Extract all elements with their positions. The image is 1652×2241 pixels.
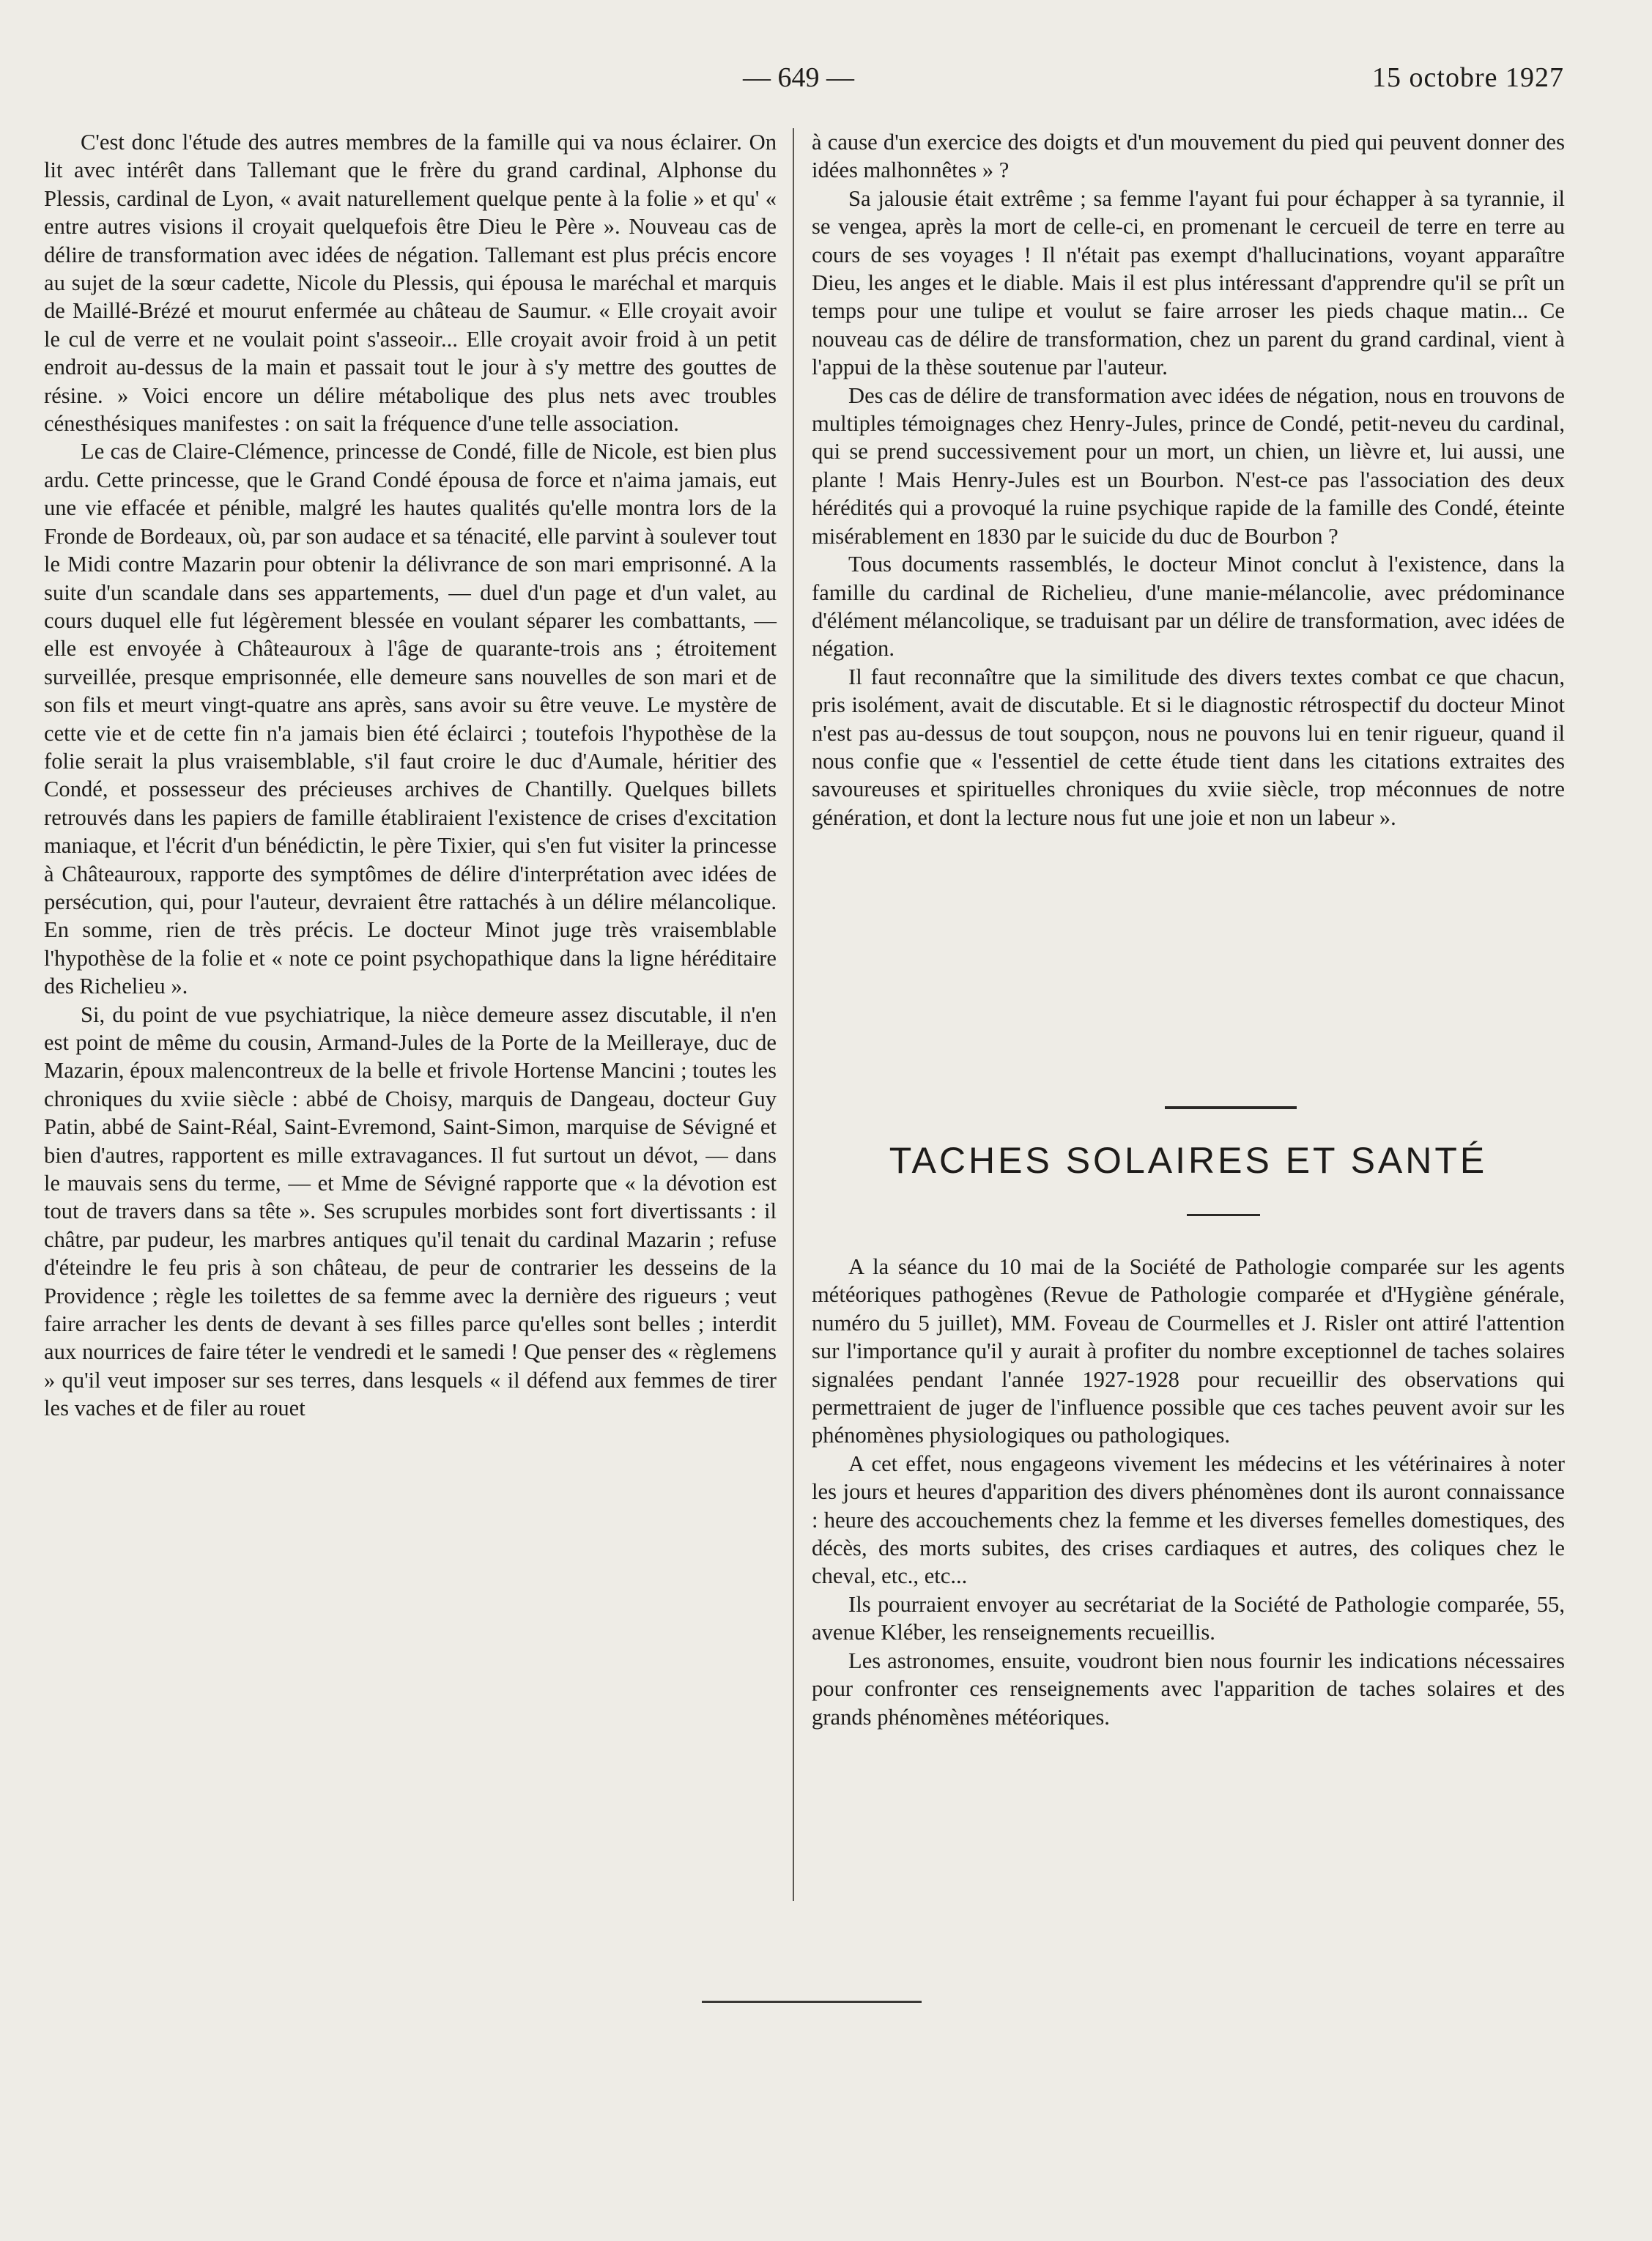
- page-header: [0, 62, 1652, 113]
- left-column: [44, 128, 777, 1423]
- paragraph: Sa jalousie était extrême ; sa femme l'ayant fui pour échapper à sa tyrannie, il se vengea, après la mort de celle-ci, en promenant le cercueil de terre en terre au cours de ses voyages ! Il n'était pas exempt d'hallucinations, voyant apparaître Dieu, les anges et le diable. Mais il est plus intéressant d'apprendre qu'il se prît un temps pour une tulipe et voulut se faire arroser les pieds chaque matin... Ce nouveau cas de délire de transformation, chez un parent du grand cardinal, vient à l'appui de la thèse soutenue par l'auteur.: [812, 185, 1565, 380]
- bottom-rule: [702, 2001, 922, 2003]
- section-separator: [1165, 1106, 1297, 1109]
- issue-date: 15 octobre 1927: [1372, 62, 1564, 93]
- paragraph: Ils pourraient envoyer au secrétariat de la Société de Pathologie comparée, 55, avenue Kléber, les renseignements recueillis.: [812, 1591, 1565, 1645]
- paragraph: A cet effet, nous engageons vivement les médecins et les vétérinaires à noter les jours et heures d'apparition des divers phénomènes dont ils auront connaissance : heure des accouchements chez la femme et les diverses femelles domestiques, des décès, des morts subites, des crises cardiaques et autres, des coliques chez le cheval, etc., etc...: [812, 1451, 1565, 1589]
- paragraph: Tous documents rassemblés, le docteur Minot conclut à l'existence, dans la famille du cardinal de Richelieu, d'une manie-mélancolie, avec prédominance d'élément mélancolique, se traduisant par un délire de transformation, avec idées de négation.: [812, 552, 1565, 662]
- section-title: TACHES SOLAIRES ET SANTÉ: [889, 1140, 1488, 1181]
- paragraph: C'est donc l'étude des autres membres de la famille qui va nous éclairer. On lit avec intérêt dans Tallemant que le frère du grand cardinal, Alphonse du Plessis, cardinal de Lyon, « avait naturellement quelque pente à la folie » et qu' « entre autres visions il croyait quelquefois être Dieu le Père ». Nouveau cas de délire de transformation avec idées de négation. Tallemant est plus précis encore au sujet de la sœur cadette, Nicole du Plessis, qui épousa le maréchal et marquis de Maillé-Brézé et mourut enfermée au château de Saumur. « Elle croyait avoir le cul de verre et ne voulait point s'asseoir... Elle croyait avoir froid à un petit endroit au-dessus de la main et passait tout le jour à s'y mettre des gouttes de résine. » Voici encore un délire métabolique des plus nets avec troubles cénesthésiques manifestes : on sait la fréquence d'une telle association.: [44, 130, 777, 437]
- paragraph: Si, du point de vue psychiatrique, la nièce demeure assez discutable, il n'en est point de même du cousin, Armand-Jules de la Porte de la Meilleraye, duc de Mazarin, époux malencontreux de la belle et frivole Hortense Mancini ; toutes les chroniques du xviie siècle : abbé de Choisy, marquis de Dangeau, docteur Guy Patin, abbé de Saint-Réal, Saint-Evremond, Saint-Simon, marquise de Sévigné et bien d'autres, rapportent es mille extravagances. Il fut surtout un dévot, — dans le mauvais sens du terme, — et Mme de Sévigné rapporte que « la dévotion est tout de travers dans sa tête ». Ses scrupules morbides sont fort divertissants : il châtre, par pudeur, les marbres antiques qu'il tenait du cardinal Mazarin ; refuse d'éteindre le feu pris à son château, de peur de contrarier les desseins de la Providence ; règle les toilettes de sa femme avec la dernière des rigueurs ; veut faire arracher les dents de devant à ses filles parce qu'elles sont belles ; interdit aux nourrices de faire téter le vendredi et le samedi ! Que penser des « règlemens » qu'il veut imposer sur ses terres, dans lesquels « il défend aux femmes de tirer les vaches et de filer au rouet: [44, 1001, 777, 1421]
- paragraph: A la séance du 10 mai de la Société de Pathologie comparée sur les agents météoriques pathogènes (Revue de Pathologie comparée et d'Hygiène générale, numéro du 5 juillet), MM. Foveau de Courmelles et J. Risler ont attiré l'attention sur l'importance qu'il y aurait à profiter du nombre exceptionnel de taches solaires signalées pendant l'année 1927-1928 pour recueillir des observations qui permettraient de juger de l'influence possible que ces taches peuvent avoir sur les phénomènes physiologiques ou pathologiques.: [812, 1254, 1565, 1448]
- column-divider: [793, 128, 794, 1901]
- paragraph: à cause d'un exercice des doigts et d'un mouvement du pied qui peuvent donner des idées malhonnêtes » ?: [812, 130, 1565, 183]
- paragraph: Le cas de Claire-Clémence, princesse de Condé, fille de Nicole, est bien plus ardu. Cette princesse, que le Grand Condé épousa de force et n'aima jamais, eut une vie effacée et pénible, malgré les hautes qualités qu'elle montra lors de la Fronde de Bordeaux, où, par son audace et sa ténacité, elle parvint à soulever tout le Midi contre Mazarin pour obtenir la délivrance de son mari emprisonné. A la suite d'un scandale dans ses appartements, — duel d'un page et d'un valet, au cours duquel elle fut légèrement blessée en voulant séparer les combattants, — elle est envoyée à Châteauroux à l'âge de quarante-trois ans ; étroitement surveillée, presque emprisonnée, elle demeure sans nouvelles de son mari et de son fils et meurt vingt-quatre ans après, sans avoir su être veuve. Le mystère de cette vie et de cette fin n'a jamais bien été éclairci ; toutefois l'hypothèse de la folie serait la plus vraisemblable, s'il faut croire le duc d'Aumale, héritier des Condé, et possesseur des précieuses archives de Chantilly. Quelques billets retrouvés dans les papiers de famille établiraient l'existence de crises d'excitation maniaque, et l'écrit d'un bénédictin, le père Tixier, qui s'en fut visiter la princesse à Châteauroux, rapporte des symptômes de délire d'interprétation avec idées de persécution, qui, pour l'auteur, devraient être rattachés à un délire mélancolique. En somme, rien de très précis. Le docteur Minot juge très vraisemblable l'hypothèse de la folie et « note ce point psychopathique dans la ligne héréditaire des Richelieu ».: [44, 439, 777, 999]
- paragraph: Il faut reconnaître que la similitude des divers textes combat ce que chacun, pris isolément, avait de discutable. Et si le diagnostic rétrospectif du docteur Minot n'est pas au-dessus de tout soupçon, nous ne pouvons lui en tenir rigueur, quand il nous confie que « l'essentiel de cette étude tient dans les citations extraites des savoureuses et spirituelles chroniques du xviie siècle, trop méconnues de notre génération, et dont la lecture nous fut une joie et non un labeur ».: [812, 664, 1565, 830]
- page-number: — 649 —: [743, 62, 854, 93]
- paragraph: Des cas de délire de transformation avec idées de négation, nous en trouvons de multiples témoignages chez Henry-Jules, prince de Condé, petit-neveu du cardinal, qui se prend successivement pour un mort, un chien, un lièvre et, lui aussi, une plante ! Mais Henry-Jules est un Bourbon. N'est-ce pas l'association des deux hérédités qui a provoqué la ruine psychique rapide de la famille des Condé, éteinte misérablement en 1830 par le suicide du duc de Bourbon ?: [812, 382, 1565, 549]
- title-underline: [1187, 1214, 1260, 1216]
- right-column: [812, 128, 1565, 831]
- section-body: [812, 1253, 1565, 1731]
- paragraph: Les astronomes, ensuite, voudront bien nous fournir les indications nécessaires pour confronter ces renseignements avec l'apparition de taches solaires et des grands phénomènes météoriques.: [812, 1648, 1565, 1730]
